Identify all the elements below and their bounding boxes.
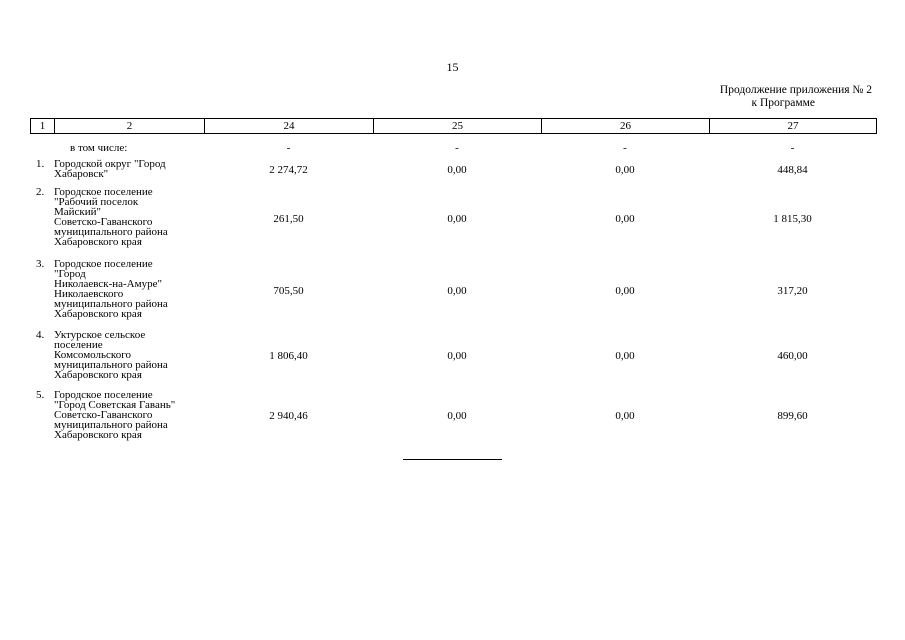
row-name-line: Городской округ "Город — [54, 158, 166, 170]
continuation-line-1: Продолжение приложения № 2 — [719, 84, 872, 96]
row-value-25: 0,00 — [447, 410, 467, 422]
intro-label: в том числе: — [70, 142, 128, 154]
row-value-27: 1 815,30 — [773, 213, 812, 225]
row-name-line: Городское поселение — [54, 258, 153, 270]
row-value-26: 0,00 — [615, 285, 635, 297]
page-number: 15 — [446, 60, 459, 74]
row-number: 4. — [36, 329, 45, 341]
intro-value-27: - — [790, 142, 795, 154]
row-number: 1. — [36, 158, 45, 170]
intro-value-26: - — [623, 142, 627, 154]
row-name-line: Хабаровского края — [54, 369, 142, 381]
row-name-line: поселение — [54, 339, 103, 351]
row-number: 5. — [36, 389, 45, 401]
row-name-line: Хабаровск" — [54, 168, 109, 180]
column-header-1: 1 — [31, 119, 55, 134]
row-name-line: "Город — [54, 268, 86, 280]
row-name-line: Хабаровского края — [54, 429, 142, 441]
row-name-line: муниципального района — [54, 298, 168, 310]
table-row — [30, 330, 876, 380]
row-name-line: "Рабочий поселок — [54, 196, 139, 208]
row-name-line: Хабаровского края — [54, 308, 142, 320]
row-name — [54, 390, 204, 440]
row-name-line: Николаевск-на-Амуре" — [54, 278, 162, 290]
row-value-25: 0,00 — [447, 164, 467, 176]
row-value-26: 0,00 — [615, 350, 635, 362]
intro-row — [30, 143, 876, 153]
row-name-line: Городское поселение — [54, 186, 153, 198]
row-value-25: 0,00 — [447, 285, 467, 297]
row-name-line: Хабаровского края — [54, 236, 142, 248]
row-name-line: муниципального района — [54, 419, 168, 431]
row-name-line: Уктурское сельское — [54, 329, 146, 341]
column-header-27: 27 — [710, 119, 877, 134]
row-number: 3. — [36, 258, 45, 270]
row-number: 2. — [36, 186, 45, 198]
row-name-line: Комсомольского — [54, 349, 131, 361]
column-header-25: 25 — [374, 119, 542, 134]
row-value-24: 1 806,40 — [269, 350, 308, 362]
row-name — [54, 330, 204, 380]
row-name-line: "Город Советская Гавань" — [54, 399, 176, 411]
row-name-line: муниципального района — [54, 359, 168, 371]
row-value-27: 317,20 — [777, 285, 808, 297]
footer-divider — [403, 459, 502, 460]
row-value-24: 2 940,46 — [269, 410, 308, 422]
row-value-25: 0,00 — [447, 213, 467, 225]
continuation-line-2: к Программе — [751, 97, 815, 109]
row-name — [54, 259, 204, 319]
row-name — [54, 159, 204, 179]
table-row — [30, 159, 876, 179]
table-row — [30, 390, 876, 440]
row-name-line: Советско-Гаванского — [54, 216, 153, 228]
intro-value-25: - — [455, 142, 459, 154]
row-value-27: 899,60 — [777, 410, 808, 422]
column-header-2: 2 — [55, 119, 205, 134]
column-header-table — [30, 118, 877, 134]
row-value-24: 2 274,72 — [269, 164, 308, 176]
row-name-line: Советско-Гаванского — [54, 409, 153, 421]
row-value-25: 0,00 — [447, 350, 467, 362]
row-name-line: Майский" — [54, 206, 102, 218]
row-value-26: 0,00 — [615, 213, 635, 225]
table-row — [30, 187, 876, 247]
row-name — [54, 187, 204, 247]
row-value-27: 448,84 — [777, 164, 808, 176]
row-name-line: Городское поселение — [54, 389, 153, 401]
row-value-26: 0,00 — [615, 164, 635, 176]
row-value-26: 0,00 — [615, 410, 635, 422]
intro-value-24: - — [286, 142, 291, 154]
column-header-24: 24 — [205, 119, 374, 134]
row-name-line: Николаевского — [54, 288, 124, 300]
continuation-note — [720, 84, 872, 110]
row-name-line: муниципального района — [54, 226, 168, 238]
row-value-24: 705,50 — [273, 285, 304, 297]
table-row — [30, 259, 876, 319]
row-value-24: 261,50 — [273, 213, 304, 225]
column-header-row — [31, 119, 877, 134]
column-header-26: 26 — [542, 119, 710, 134]
row-value-27: 460,00 — [777, 350, 808, 362]
